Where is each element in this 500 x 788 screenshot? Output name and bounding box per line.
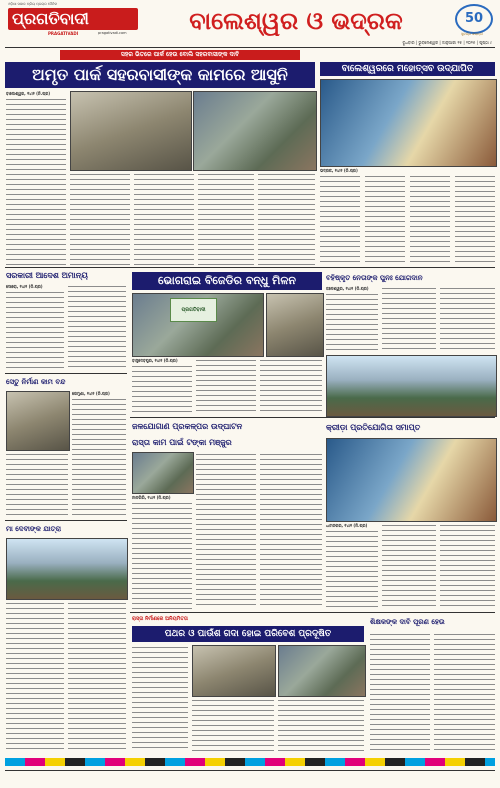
byline-center-mid: ବାସୁଦେବପୁର, ୧୪ା୧ (ନି.ପ୍ର) (132, 358, 178, 363)
masthead-tagline: ଓଡ଼ିଶା ସକାଳ ପ୍ରିୟ ପ୍ରଚାର ଦୈନିକ (8, 2, 58, 6)
anniversary-number: 50 (464, 11, 484, 26)
top-story-col-1 (6, 97, 66, 265)
center-mid-col-1 (132, 364, 192, 414)
left-mid-col-2 (68, 284, 126, 370)
bottom-center-col-1 (132, 645, 188, 751)
left-low-col-1 (6, 452, 68, 517)
bottom-right-col-1 (370, 632, 430, 751)
masthead-logo (8, 8, 138, 30)
center-mid-headline: ଭୋଗରାଇ ବିଜେଡିର ବନ୍ଧୁ ମିଳନ (132, 272, 322, 290)
left-mid-headline: ସରକାରୀ ଆଦେଶ ଅମାନ୍ୟ (6, 271, 88, 280)
right-top-col-4 (455, 174, 495, 265)
byline-left-low: ରେମୁଣା, ୧୪ା୧ (ନି.ପ୍ର) (72, 391, 110, 396)
right-mid-headline: ବହିଷ୍କୃତ ନେତାଙ୍କ ପୁନଃ ଯୋଗଦାନ (326, 274, 423, 282)
right-top-headline: ବାଲେଶ୍ୱରରେ ମହୋତ୍ସବ ଉଦ୍‌ଯାପିତ (320, 62, 495, 76)
center-low-col-1 (132, 501, 192, 609)
byline-right-mid: ଜଳେଶ୍ୱର, ୧୪ା୧ (ନି.ପ୍ର) (326, 286, 369, 291)
bottom-center-col-2 (192, 698, 274, 751)
right-mid-photo (326, 355, 497, 417)
byline-left-mid: ସୋରୋ, ୧୪ା୧ (ନି.ପ୍ର) (6, 284, 43, 289)
left-low-photo (6, 391, 70, 451)
byline-right-top: ଭଦ୍ରକ, ୧୪ା୧ (ନି.ପ୍ର) (320, 168, 358, 173)
bottom-center-photo-1 (192, 645, 276, 697)
center-low-photo-1 (132, 452, 194, 494)
left-low-headline: ସେତୁ ନିର୍ମାଣ କାମ ବନ୍ଦ (6, 378, 66, 386)
left-rule (5, 373, 127, 374)
right-top-col-3 (410, 174, 450, 265)
logo-sub: PRAGATIVADI (48, 31, 79, 36)
bottom-right-col-2 (434, 632, 495, 751)
bottom-center-photo-2 (278, 645, 366, 697)
byline-top: ବାଲେଶ୍ୱର, ୧୪ା୧ (ନି.ପ୍ର) (6, 91, 51, 96)
bottom-left-rule (5, 520, 127, 521)
bottom-right-headline: ଶିକ୍ଷକଙ୍କ ଦାବି ପୂରଣ ହେଉ (370, 618, 445, 626)
dateline: ବୁଧବାର | ଭୁବନେଶ୍ୱର | ଜାନୁଆରୀ ୧୫ | ୨୦୨୫ | ପୃଷ୍ଠା ୯ (402, 40, 492, 45)
top-kicker: ସହର ଭିତରେ ପାର୍କ ହେଉ ବୋଲି ସହରବାସୀଙ୍କ ଦାବି (60, 50, 300, 60)
top-story-col-3 (134, 172, 194, 265)
center-mid-col-3 (260, 358, 322, 414)
bottom-kicker: ରାସ୍ତା ନିର୍ମାଣରେ ଅନିୟମିତତା (132, 616, 188, 622)
center-low-col-2 (196, 452, 256, 609)
center-low-col-3 (260, 452, 322, 609)
website-text: pragativadi.com (98, 31, 127, 35)
bottom-center-headline: ପଥର ଓ ପାଉଁଶ ଗଦା ହୋଇ ପରିବେଶ ପ୍ରଦୂଷିତ (132, 626, 364, 642)
byline-right-low: ଧାମନଗର, ୧୪ା୧ (ନି.ପ୍ର) (326, 523, 368, 528)
top-story-col-5 (258, 172, 315, 265)
footer-rule (5, 770, 495, 771)
center-mid-col-2 (196, 358, 256, 414)
section-rule-1 (5, 267, 495, 268)
event-banner (170, 298, 217, 322)
top-story-col-4 (198, 172, 254, 265)
right-top-photo (320, 79, 497, 167)
bottom-left-col-2 (68, 601, 126, 751)
top-story-photo-2 (193, 91, 317, 171)
center-low-headline: ରାସ୍ତା କାମ ପାଇଁ ଟଙ୍କା ମଞ୍ଜୁର (132, 438, 232, 447)
section-rule-3 (130, 612, 495, 613)
right-low-photo (326, 438, 497, 522)
center-mid-photo-2 (266, 293, 324, 357)
top-story-photo-1 (70, 91, 192, 171)
right-low-col-2 (382, 523, 436, 609)
bottom-left-col-1 (6, 601, 64, 751)
right-low-headline: କ୍ରୀଡ଼ା ପ୍ରତିଯୋଗିତା ସମାପ୍ତ (326, 423, 421, 432)
left-low-col-2 (72, 397, 126, 517)
left-mid-col-1 (6, 290, 64, 370)
event-banner-text: ପ୍ରଗତିବାଦୀ (181, 307, 206, 313)
right-top-col-2 (365, 174, 405, 265)
anniversary-label: ସୁବର୍ଣ୍ଣ ଜୟନ୍ତୀ (460, 32, 484, 36)
bottom-center-col-3 (278, 698, 364, 751)
bottom-left-headline: ମା ଦେବୀଙ୍କ ଯାତ୍ରା (6, 525, 62, 533)
right-mid-col-1 (326, 292, 378, 352)
right-mid-col-2 (382, 286, 436, 352)
center-sub-headline: ଜଳଯୋଗାଣ ପ୍ରକଳ୍ପର ଉଦ୍‌ଘାଟନ (132, 422, 243, 431)
section-rule-2 (130, 417, 495, 418)
top-story-col-2 (70, 172, 130, 265)
top-headline: ଅମୃତ ପାର୍କ ସହରବାସୀଙ୍କ କାମରେ ଆସୁନି (5, 62, 315, 88)
edition-title: ବାଲେଶ୍ୱର ଓ ଭଦ୍ରକ (189, 7, 403, 35)
right-mid-col-3 (440, 286, 495, 352)
byline-center-low: ନୀଳଗିରି, ୧୪ା୧ (ନି.ପ୍ର) (132, 495, 171, 500)
right-low-col-1 (326, 529, 378, 609)
right-top-col-1 (320, 174, 360, 265)
right-low-col-3 (440, 523, 495, 609)
bottom-left-photo (6, 538, 128, 600)
logo-text: ପ୍ରଗତିବାଦୀ (12, 9, 89, 28)
masthead-rule (5, 47, 495, 48)
anniversary-emblem (455, 4, 493, 34)
color-registration-strip (5, 758, 495, 766)
